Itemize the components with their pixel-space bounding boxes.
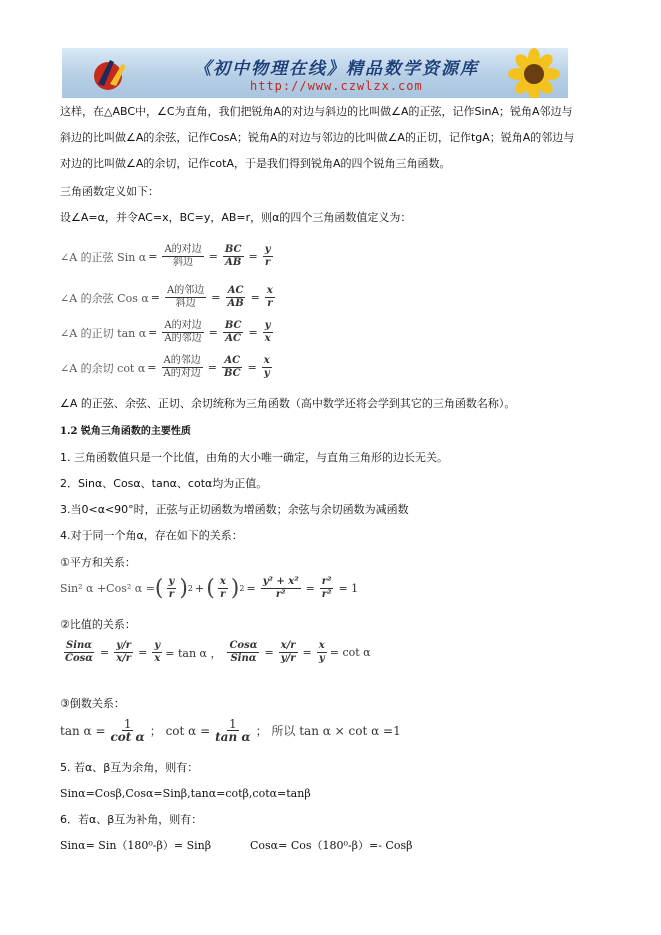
frac-den: tan α (215, 730, 251, 744)
intro-line-2: 斜边的比叫做∠A的余弦，记作CosA；锐角A的对边与邻边的比叫做∠A的正切，记作tgA；锐角A的邻边与 (60, 131, 575, 144)
frac-num: x (266, 285, 273, 296)
rel1-lhs: Sin² α +Cos² α = (60, 582, 155, 595)
frac-num: y² + x² (262, 576, 299, 587)
property-6-equation-2: Cosα= Cos（180⁰-β）=- Cosβ (250, 839, 413, 852)
frac-den: r (220, 589, 226, 600)
frac-num: AC (227, 285, 244, 296)
logo-icon (90, 54, 130, 94)
section-heading: 1.2 锐角三角函数的主要性质 (60, 426, 191, 437)
summary-text: ∠A 的正弦、余弦、正切、余切统称为三角函数（高中数学还将会学到其它的三角函数名称）。 (60, 397, 516, 410)
frac-den: A的邻边 (164, 333, 202, 344)
frac-num: y/r (116, 640, 131, 651)
def-label: ∠A 的正切 tan α (60, 326, 147, 340)
frac-den: y (263, 368, 270, 379)
intro-line-3: 对边的比叫做∠A的余切，记作cotA，于是我们得到锐角A的四个锐角三角函数。 (60, 157, 451, 170)
frac-den: y/r (280, 653, 296, 664)
frac-den: A的对边 (163, 368, 201, 379)
frac-den: r (168, 589, 175, 600)
frac-num: Cosα (229, 640, 258, 651)
rel2-b-end: = cot α (329, 646, 371, 659)
property-1: 1. 三角函数值只是一个比值，由角的大小唯一确定，与直角三角形的边长无关。 (60, 451, 448, 464)
frac-den: r² (321, 589, 332, 600)
frac-den: r² (275, 589, 286, 600)
frac-num: x (263, 355, 270, 366)
def-label: ∠A 的正弦 Sin α (60, 250, 147, 264)
reciprocal-relation (60, 718, 401, 743)
rel3-tail: ； 所以 tan α × cot α =1 (255, 724, 401, 738)
def-label: ∠A 的余弦 Cos α (60, 291, 149, 305)
frac-num: BC (224, 244, 242, 255)
frac-den: x/r (116, 653, 132, 664)
relation-2-title: ②比值的关系： (60, 618, 136, 631)
frac-den: 斜边 (175, 298, 196, 309)
frac-num: A的对边 (164, 320, 202, 331)
rel3-b-lhs: ； cot α = (149, 724, 211, 738)
frac-den: y (318, 653, 325, 664)
definition-setup: 设∠A=α，并令AC=x，BC=y，AB=r，则α的四个三角函数值定义为： (60, 211, 412, 224)
property-5-equation: Sinα=Cosβ,Cosα=Sinβ,tanα=cotβ,cotα=tanβ (60, 787, 311, 800)
frac-den: BC (223, 368, 241, 379)
property-4: 4.对于同一个角α，存在如下的关系： (60, 529, 243, 542)
property-3: 3.当0<α<90°时，正弦与正切函数为增函数；余弦与余切函数为减函数 (60, 503, 409, 516)
definition-title: 三角函数定义如下： (60, 185, 159, 198)
frac-den: AB (225, 257, 242, 268)
rel3-a-lhs: tan α = (60, 723, 106, 738)
frac-num: x (318, 640, 325, 651)
frac-num: y (168, 576, 175, 587)
frac-den: r (264, 257, 271, 268)
frac-num: A的邻边 (166, 285, 205, 296)
property-5: 5. 若α、β互为余角，则有： (60, 761, 199, 774)
frac-num: 1 (229, 717, 237, 731)
def-label: ∠A 的余切 cot α (60, 361, 146, 375)
banner-url[interactable]: http://www.czwlzx.com (250, 79, 423, 93)
tangent-definition: ∠A 的正切 tan α = $\frac{\text{A的对边}}{\text{A的邻边}}$ = $\frac{BC}{AC}$ = $\frac{y}{x}$ (60, 320, 271, 344)
sunflower-icon (494, 48, 564, 98)
cosine-definition: ∠A 的余弦 Cos α = $\frac{\text{A的邻边}}{\text{斜边}}$ = $\frac{AC}{AB}$ = $\frac{x}{r}$ (60, 285, 273, 309)
frac-den: x (154, 653, 161, 664)
square-sum-relation: Sin² α +Cos² α = ( $\frac{y}{r}$ ) 2 + ( $\frac{x}{r}$ ) 2 = $\frac{\text{y² + x²}}{\text{r²}}$ = $\frac{\text{r²}}{\text{r²}}$ = 1 (60, 575, 359, 601)
frac-den: 斜边 (173, 257, 194, 268)
frac-num: x (219, 576, 226, 587)
frac-den: Cosα (65, 653, 93, 664)
frac-num: r² (321, 576, 332, 587)
frac-den: AC (225, 333, 241, 344)
frac-den: Sinα (230, 653, 257, 664)
frac-num: AC (224, 355, 241, 366)
frac-num: x/r (280, 640, 296, 651)
rel1-end: = 1 (338, 582, 359, 595)
relation-1-title: ①平方和关系： (60, 556, 136, 569)
frac-num: y (154, 640, 161, 651)
frac-num: A的对边 (164, 244, 202, 255)
frac-den: x (264, 333, 271, 344)
frac-den: cot α (110, 730, 145, 744)
frac-num: BC (224, 320, 242, 331)
header-banner (62, 48, 568, 98)
frac-num: y (264, 320, 271, 331)
rel2-a-end: = tan α ， (165, 646, 222, 660)
frac-den: r (267, 298, 273, 309)
ratio-relation: $\frac{\text{Sinα}}{\text{Cosα}}$ = $\frac{y/r}{x/r}$ = $\frac{y}{x}$ = tan α ， $\frac{\text{Cosα}}{\text{Sinα}}$ = $\frac{x/r}{y/r}$ = $\frac{x}{y}$ = cot α (65, 640, 371, 664)
property-2: 2．Sinα、Cosα、tanα、cotα均为正值。 (60, 477, 268, 490)
frac-num: Sinα (65, 640, 92, 651)
cotangent-definition: ∠A 的余切 cot α = $\frac{\text{A的邻边}}{\text{A的对边}}$ = $\frac{AC}{BC}$ = $\frac{x}{y}$ (60, 355, 270, 379)
property-6-equation-1: Sinα= Sin（180⁰-β）= Sinβ (60, 839, 212, 852)
relation-3-title: ③倒数关系： (60, 697, 125, 710)
intro-line-1: 这样，在△ABC中，∠C为直角，我们把锐角A的对边与斜边的比叫做∠A的正弦，记作SinA；锐角A邻边与 (60, 105, 573, 118)
frac-den: AB (227, 298, 244, 309)
frac-num: 1 (123, 717, 132, 731)
frac-num: y (264, 244, 271, 255)
banner-title: 《初中物理在线》精品数学资源库 (194, 59, 479, 79)
property-6: 6．若α、β互为补角，则有： (60, 813, 203, 826)
frac-num: A的邻边 (163, 355, 201, 366)
sine-definition: ∠A 的正弦 Sin α = $\frac{\text{A的对边}}{\text{斜边}}$ = $\frac{BC}{AB}$ = $\frac{y}{r}$ (60, 244, 271, 268)
